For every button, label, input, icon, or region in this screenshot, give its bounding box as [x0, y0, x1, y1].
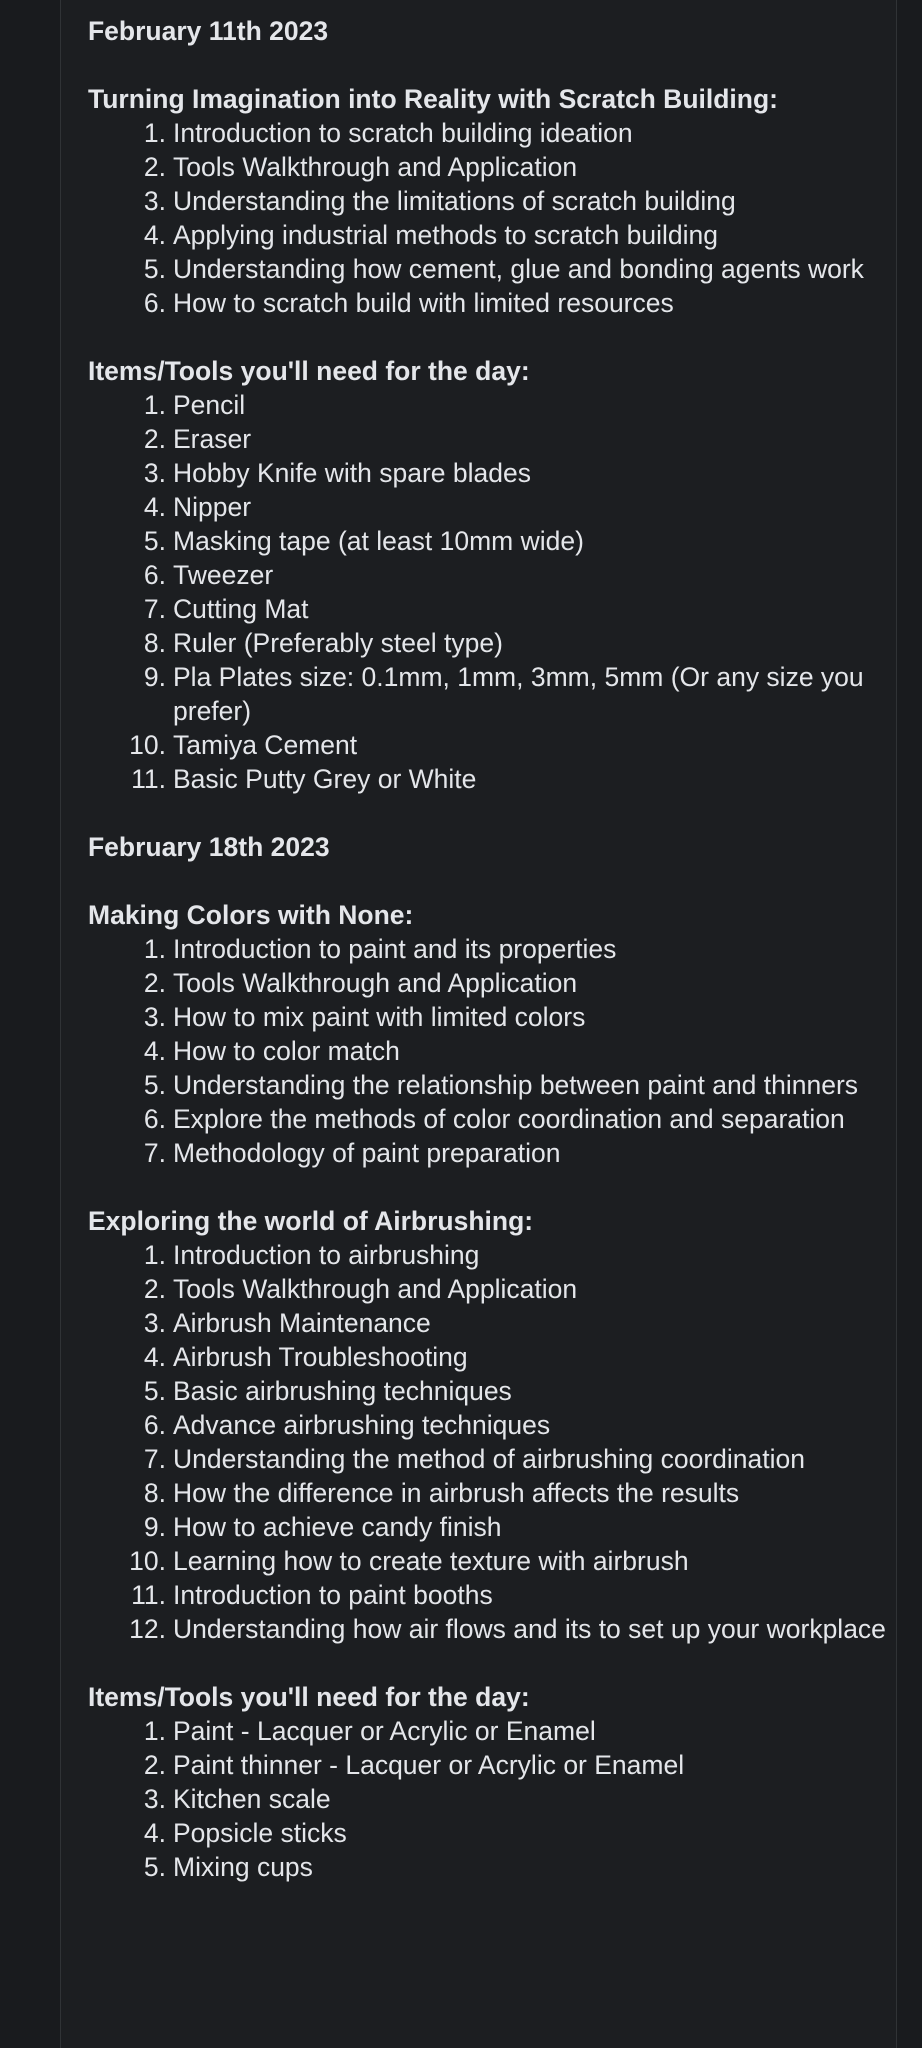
list-item: 11. Introduction to paint booths: [131, 1580, 493, 1610]
list-item: 6. How to scratch build with limited resources: [143, 288, 674, 318]
section-heading: Turning Imagination into Reality with Scratch Building:: [88, 84, 778, 114]
list-item: 7. Understanding the method of airbrushing coordination: [143, 1444, 805, 1474]
section-heading: Exploring the world of Airbrushing:: [88, 1206, 534, 1236]
list-item: 1. Introduction to paint and its properties: [143, 934, 617, 964]
list-item: 3. How to mix paint with limited colors: [143, 1002, 586, 1032]
left-gutter: [0, 0, 60, 2048]
list-item: 12. Understanding how air flows and its to set up your workplace: [129, 1614, 886, 1644]
list-item: 4. Applying industrial methods to scratch building: [143, 220, 719, 250]
list-item: 3. Hobby Knife with spare blades: [143, 458, 531, 488]
list-item: 3. Kitchen scale: [143, 1784, 331, 1814]
topic-list: [88, 932, 888, 1170]
tools-list: [88, 388, 888, 796]
list-item: 4. Nipper: [143, 492, 252, 522]
list-item: 5. Basic airbrushing techniques: [143, 1376, 512, 1406]
section-heading: Items/Tools you'll need for the day:: [88, 356, 530, 386]
left-divider: [60, 0, 61, 2048]
list-item: 1. Introduction to airbrushing: [143, 1240, 480, 1270]
list-item: 2. Eraser: [143, 424, 252, 454]
list-item: 1. Pencil: [143, 390, 246, 420]
list-item: 6. Explore the methods of color coordination and separation: [143, 1104, 845, 1134]
section-date: February 11th 2023: [88, 16, 329, 46]
list-item: 2. Paint thinner - Lacquer or Acrylic or Enamel: [143, 1750, 685, 1780]
list-item: 6. Advance airbrushing techniques: [143, 1410, 551, 1440]
list-item: 5. Mixing cups: [143, 1852, 313, 1882]
tools-list: [88, 1714, 888, 1884]
list-item: 5. Masking tape (at least 10mm wide): [143, 526, 584, 556]
message-body: [88, 14, 888, 1884]
list-item: 10. Tamiya Cement: [129, 730, 358, 760]
section-heading: Making Colors with None:: [88, 900, 414, 930]
list-item: 5. Understanding the relationship between paint and thinners: [143, 1070, 859, 1100]
list-item: 2. Tools Walkthrough and Application: [143, 968, 578, 998]
list-item: 4. Popsicle sticks: [143, 1818, 347, 1848]
list-item: 8. How the difference in airbrush affects the results: [143, 1478, 740, 1508]
list-item: 4. Airbrush Troubleshooting: [143, 1342, 468, 1372]
list-item: 9. How to achieve candy finish: [143, 1512, 502, 1542]
list-item: 11. Basic Putty Grey or White: [131, 764, 477, 794]
list-item: 9. Pla Plates size: 0.1mm, 1mm, 3mm, 5mm (Or any size you prefer): [143, 662, 864, 726]
section-date: February 18th 2023: [88, 832, 330, 862]
section-heading: Items/Tools you'll need for the day:: [88, 1682, 530, 1712]
list-item: 10. Learning how to create texture with airbrush: [129, 1546, 689, 1576]
list-item: 7. Methodology of paint preparation: [143, 1138, 561, 1168]
topic-list: [88, 1238, 888, 1646]
list-item: 3. Understanding the limitations of scratch building: [143, 186, 736, 216]
list-item: 1. Paint - Lacquer or Acrylic or Enamel: [143, 1716, 596, 1746]
list-item: 3. Airbrush Maintenance: [143, 1308, 431, 1338]
list-item: 5. Understanding how cement, glue and bonding agents work: [143, 254, 864, 284]
topic-list: [88, 116, 888, 320]
list-item: 6. Tweezer: [143, 560, 274, 590]
list-item: 2. Tools Walkthrough and Application: [143, 1274, 578, 1304]
list-item: 8. Ruler (Preferably steel type): [143, 628, 503, 658]
list-item: 1. Introduction to scratch building ideation: [143, 118, 633, 148]
list-item: 2. Tools Walkthrough and Application: [143, 152, 578, 182]
list-item: 4. How to color match: [143, 1036, 400, 1066]
list-item: 7. Cutting Mat: [143, 594, 309, 624]
